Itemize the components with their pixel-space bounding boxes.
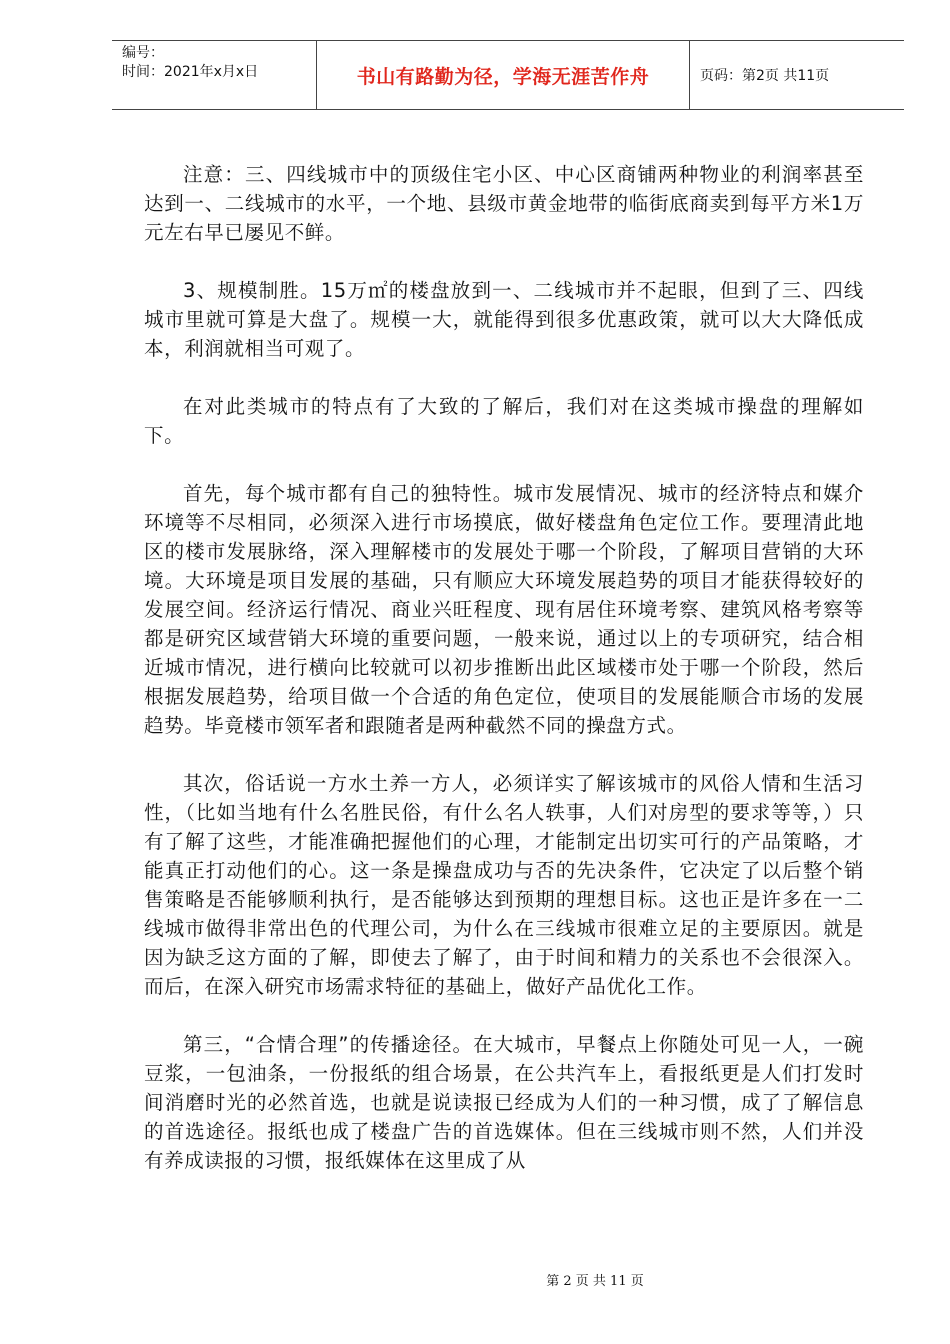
header-motto-cell xyxy=(317,41,690,109)
header-meta-cell xyxy=(112,41,317,109)
paragraph-understanding: 在对此类城市的特点有了大致的了解后，我们对在这类城市操盘的理解如下。 xyxy=(144,395,864,447)
paragraph-third: 第三，“合情合理”的传播途径。在大城市，早餐点上你随处可见一人，一碗豆浆，一包油条，一份报纸的组合场景，在公共汽车上，看报纸更是人们打发时间消磨时光的必然首选，也就是说读报已经成为人们的一种习惯，成了了解信息的首选途径。报纸也成了楼盘广告的首选媒体。但在三线城市则不然，人们并没有养成读报的习惯，报纸媒体在这里成了从 xyxy=(144,1033,864,1172)
document-body xyxy=(144,160,864,1204)
footer-page-number: 第 2 页 共 11 页 xyxy=(546,1274,644,1289)
header-page-info: 页码：第2页 共11页 xyxy=(700,68,830,84)
paragraph-scale: 3、规模制胜。15万㎡的楼盘放到一、二线城市并不起眼，但到了三、四线城市里就可算是大盘了。规模一大，就能得到很多优惠政策，就可以大大降低成本，利润就相当可观了。 xyxy=(144,279,864,360)
document-number-label: 编号： xyxy=(122,45,164,61)
paragraph-note: 注意：三、四线城市中的顶级住宅小区、中心区商铺两种物业的利润率甚至达到一、二线城市的水平，一个地、县级市黄金地带的临街底商卖到每平方米1万元左右早已屡见不鲜。 xyxy=(144,163,864,244)
header-motto: 书山有路勤为径，学海无涯苦作舟 xyxy=(356,65,650,88)
document-time-label: 时间：2021年x月x日 xyxy=(122,64,259,80)
header-page-cell xyxy=(690,41,904,109)
page-header xyxy=(112,40,904,110)
page-footer xyxy=(0,1270,950,1289)
paragraph-first: 首先，每个城市都有自己的独特性。城市发展情况、城市的经济特点和媒介环境等不尽相同，必须深入进行市场摸底，做好楼盘角色定位工作。要理清此地区的楼市发展脉络，深入理解楼市的发展处于哪一个阶段，了解项目营销的大环境。大环境是项目发展的基础，只有顺应大环境发展趋势的项目才能获得较好的发展空间。经济运行情况、商业兴旺程度、现有居住环境考察、建筑风格考察等都是研究区域营销大环境的重要问题，一般来说，通过以上的专项研究，结合相近城市情况，进行横向比较就可以初步推断出此区域楼市处于哪一个阶段，然后根据发展趋势，给项目做一个合适的角色定位，使项目的发展能顺合市场的发展趋势。毕竟楼市领军者和跟随者是两种截然不同的操盘方式。 xyxy=(144,482,864,737)
paragraph-second: 其次，俗话说一方水土养一方人，必须详实了解该城市的风俗人情和生活习性，（比如当地有什么名胜民俗，有什么名人轶事，人们对房型的要求等等，）只有了解了这些，才能准确把握他们的心理，才能制定出切实可行的产品策略，才能真正打动他们的心。这一条是操盘成功与否的先决条件，它决定了以后整个销售策略是否能够顺利执行，是否能够达到预期的理想目标。这也正是许多在一二线城市做得非常出色的代理公司，为什么在三线城市很难立足的主要原因。就是因为缺乏这方面的了解，即使去了解了，由于时间和精力的关系也不会很深入。而后，在深入研究市场需求特征的基础上，做好产品优化工作。 xyxy=(144,772,864,998)
